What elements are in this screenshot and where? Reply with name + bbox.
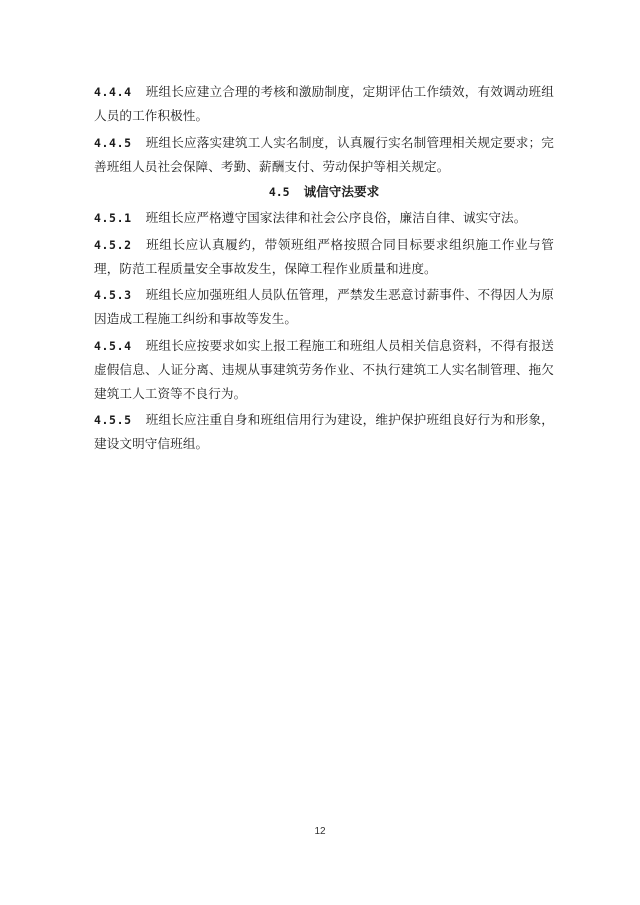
clause-text: 班组长应严格遵守国家法律和社会公序良俗，廉洁自律、诚实守法。 (145, 210, 527, 225)
section-title: 诚信守法要求 (303, 184, 380, 199)
clause-text: 班组长应落实建筑工人实名制度，认真履行实名制管理相关规定要求；完善班组人员社会保障、考勤、薪酬支付、劳动保护等相关规定。 (94, 134, 554, 174)
clause-text: 班组长应建立合理的考核和激励制度，定期评估工作绩效，有效调动班组人员的工作积极性。 (94, 84, 554, 123)
clause-4-5-4 (94, 334, 554, 406)
clause-number: 4.5.5 (94, 413, 132, 427)
clause-number: 4.5.2 (94, 237, 132, 252)
clause-number: 4.5.3 (94, 288, 132, 302)
clause-4-4-5 (94, 131, 554, 179)
section-number: 4.5 (268, 185, 290, 199)
clause-number: 4.5.4 (94, 338, 132, 353)
page-number: 12 (314, 826, 326, 837)
clause-number: 4.4.5 (94, 135, 132, 150)
clause-text: 班组长应认真履约，带领班组严格按照合同目标要求组织施工作业与管理，防范工程质量安全事故发生，保障工程作业质量和进度。 (94, 236, 554, 276)
clause-4-5-2 (94, 233, 554, 281)
clause-text: 班组长应注重自身和班组信用行为建设，维护保护班组良好行为和形象，建设文明守信班组。 (94, 412, 554, 451)
clause-4-5-5 (94, 408, 554, 456)
clause-4-4-4 (94, 80, 554, 128)
page-content (94, 80, 554, 459)
clause-text: 班组长应加强班组人员队伍管理，严禁发生恶意讨薪事件、不得因人为原因造成工程施工纠纷和事故等发生。 (94, 287, 554, 326)
clause-text: 班组长应按要求如实上报工程施工和班组人员相关信息资料，不得有报送虚假信息、人证分离、违规从事建筑劳务作业、不执行建筑工人实名制管理、拖欠建筑工人工资等不良行为。 (94, 337, 554, 401)
clause-number: 4.5.1 (94, 211, 132, 225)
clause-4-5-1 (94, 206, 554, 230)
clause-4-5-3 (94, 283, 554, 331)
clause-number: 4.4.4 (94, 85, 132, 99)
section-heading (94, 181, 554, 203)
